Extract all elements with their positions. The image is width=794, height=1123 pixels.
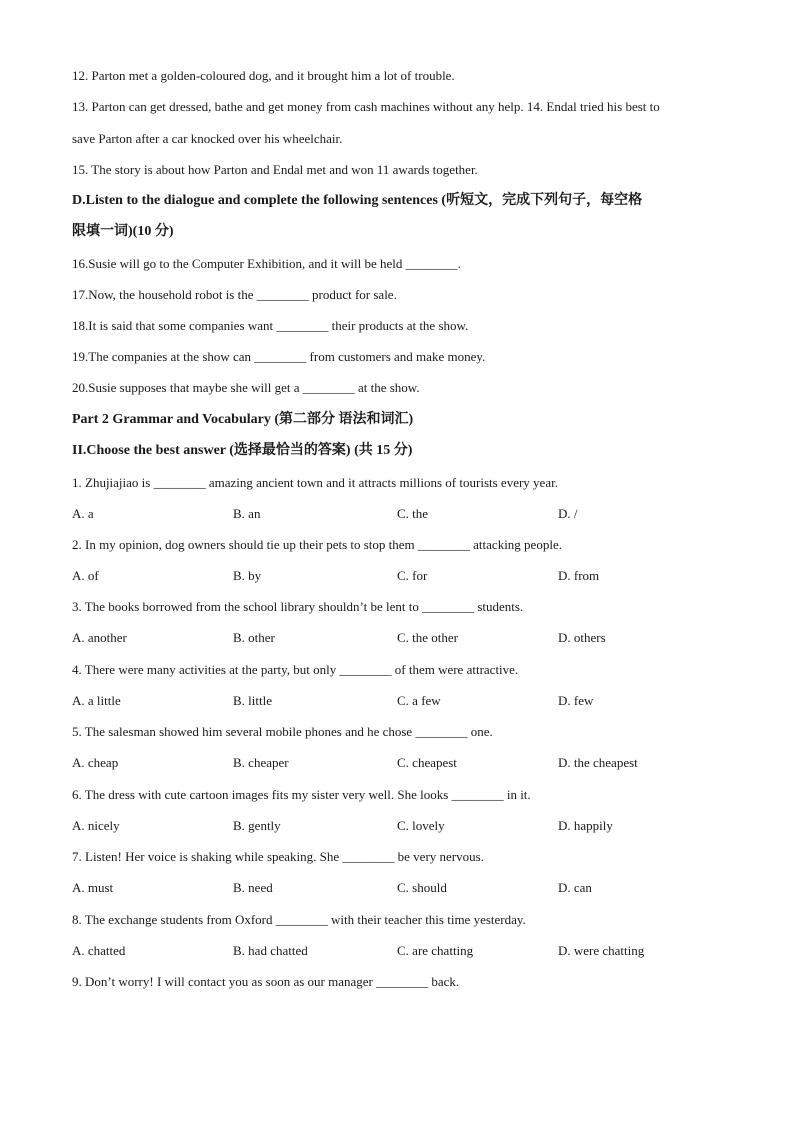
option-c: C. cheapest [397,755,457,770]
options-5 [0,755,794,771]
option-c: C. lovely [397,818,445,833]
option-c: C. for [397,568,428,583]
option-b: B. need [233,880,273,895]
blank-sentence-19: 19.The companies at the show can ________ from customers and make money. [72,349,486,364]
option-d: D. can [558,880,592,895]
option-a: A. another [72,630,127,645]
blank-sentence-20: 20.Susie supposes that maybe she will get a ________ at the show. [72,380,420,395]
options-1 [0,506,794,522]
option-a: A. nicely [72,818,120,833]
question-9: 9. Don’t worry! I will contact you as soon as our manager ________ back. [72,974,460,989]
part2-title: Part 2 Grammar and Vocabulary (第二部分 语法和词汇) [72,412,414,427]
option-b: B. had chatted [233,943,308,958]
question-2: 2. In my opinion, dog owners should tie up their pets to stop them ________ attacking people. [72,537,562,552]
option-c: C. should [397,880,447,895]
option-d: D. from [558,568,600,583]
question-4: 4. There were many activities at the party, but only ________ of them were attractive. [72,662,519,677]
option-a: A. cheap [72,755,119,770]
option-c: C. the [397,506,429,521]
option-a: A. of [72,568,99,583]
section-d-heading-cont: 限填一词)(10 分) [72,224,174,239]
option-b: B. by [233,568,262,583]
options-3 [0,630,794,646]
section-d-heading: D.Listen to the dialogue and complete the following sentences (听短文，完成下列句子，每空格 [72,193,643,208]
options-2 [0,568,794,584]
option-a: A. a little [72,693,121,708]
question-1: 1. Zhujiajiao is ________ amazing ancient town and it attracts millions of tourists every year. [72,475,558,490]
option-b: B. other [233,630,275,645]
option-c: C. the other [397,630,459,645]
blank-sentence-16: 16.Susie will go to the Computer Exhibition, and it will be held ________. [72,256,461,271]
option-d: D. happily [558,818,613,833]
question-3: 3. The books borrowed from the school library shouldn’t be lent to ________ students. [72,599,524,614]
question-8: 8. The exchange students from Oxford ________ with their teacher this time yesterday. [72,912,526,927]
option-b: B. an [233,506,261,521]
options-6 [0,818,794,834]
blank-sentence-18: 18.It is said that some companies want ________ their products at the show. [72,318,469,333]
options-7 [0,880,794,896]
option-c: C. a few [397,693,441,708]
statement-12: 12. Parton met a golden-coloured dog, and it brought him a lot of trouble. [72,68,455,83]
statement-15: 15. The story is about how Parton and Endal met and won 11 awards together. [72,162,478,177]
option-b: B. little [233,693,272,708]
option-b: B. gently [233,818,281,833]
question-5: 5. The salesman showed him several mobile phones and he chose ________ one. [72,724,493,739]
option-d: D. the cheapest [558,755,638,770]
option-d: D. others [558,630,606,645]
question-6: 6. The dress with cute cartoon images fits my sister very well. She looks ________ in it. [72,787,531,802]
options-4 [0,693,794,709]
option-a: A. chatted [72,943,126,958]
option-b: B. cheaper [233,755,289,770]
option-a: A. must [72,880,114,895]
option-d: D. few [558,693,594,708]
question-7: 7. Listen! Her voice is shaking while speaking. She ________ be very nervous. [72,849,484,864]
statement-14-continued: save Parton after a car knocked over his wheelchair. [72,131,343,146]
options-8 [0,943,794,959]
option-d: D. were chatting [558,943,645,958]
section-ii-title: II.Choose the best answer (选择最恰当的答案) (共 15 分) [72,443,413,458]
option-a: A. a [72,506,94,521]
statement-13-14: 13. Parton can get dressed, bathe and get money from cash machines without any help. 14. Endal tried his best to [72,99,660,114]
blank-sentence-17: 17.Now, the household robot is the ________ product for sale. [72,287,397,302]
option-c: C. are chatting [397,943,474,958]
option-d: D. / [558,506,578,521]
